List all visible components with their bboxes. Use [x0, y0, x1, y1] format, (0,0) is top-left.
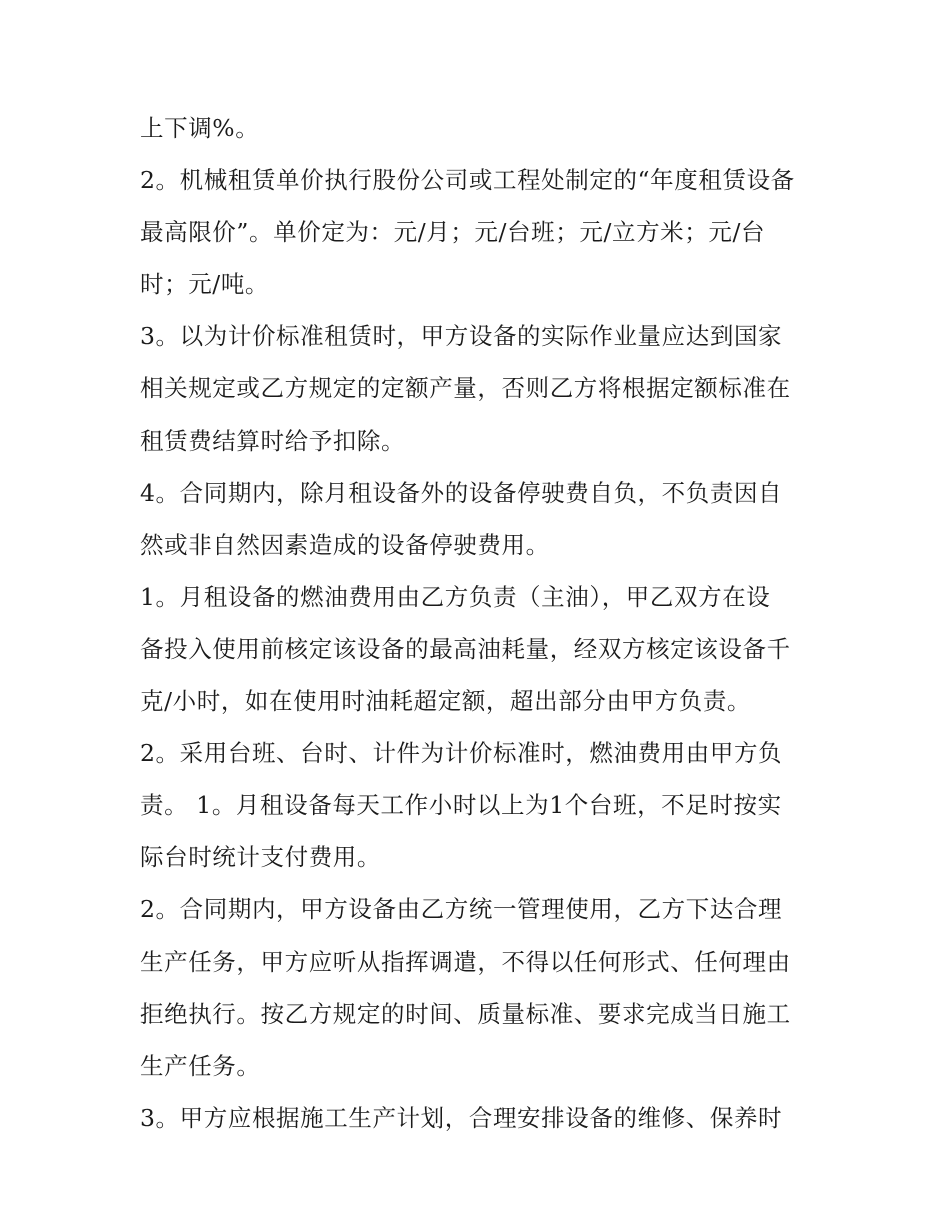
text-line: 生产任务。: [140, 1051, 261, 1080]
text-line: 4。合同期内，除月租设备外的设备停驶费自负，不负责因自: [140, 478, 783, 507]
text-line: 上下调%。: [140, 114, 260, 142]
text-line: 生产任务，甲方应听从指挥调遣，不得以任何形式、任何理由: [140, 947, 791, 976]
text-line: 际台时统计支付费用。: [140, 843, 381, 872]
text-line: 3。甲方应根据施工生产计划，合理安排设备的维修、保养时: [140, 1103, 783, 1132]
text-line: 备投入使用前核定该设备的最高油耗量，经双方核定该设备千: [140, 634, 791, 663]
text-line: 然或非自然因素造成的设备停驶费用。: [140, 530, 550, 559]
text-line: 2。合同期内，甲方设备由乙方统一管理使用，乙方下达合理: [140, 895, 783, 924]
text-line: 2。机械租赁单价执行股份公司或工程处制定的“年度租赁设备: [140, 166, 795, 195]
text-line: 责。 1。月租设备每天工作小时以上为1个台班，不足时按实: [140, 791, 782, 820]
text-line: 最高限价”。单价定为：元/月；元/台班；元/立方米；元/台: [140, 218, 766, 247]
text-line: 拒绝执行。按乙方规定的时间、质量标准、要求完成当日施工: [140, 999, 791, 1028]
text-line: 时；元/吨。: [140, 270, 270, 299]
text-line: 1。月租设备的燃油费用由乙方负责（主油），甲乙双方在设: [140, 582, 771, 611]
text-line: 租赁费结算时给予扣除。: [140, 426, 406, 455]
text-line: 2。采用台班、台时、计件为计价标准时，燃油费用由甲方负: [140, 739, 783, 768]
text-line: 相关规定或乙方规定的定额产量，否则乙方将根据定额标准在: [140, 374, 791, 403]
document-body: [140, 106, 830, 1148]
text-line: 3。以为计价标准租赁时，甲方设备的实际作业量应达到国家: [140, 322, 783, 351]
text-line: 克/小时，如在使用时油耗超定额，超出部分由甲方负责。: [140, 687, 752, 716]
